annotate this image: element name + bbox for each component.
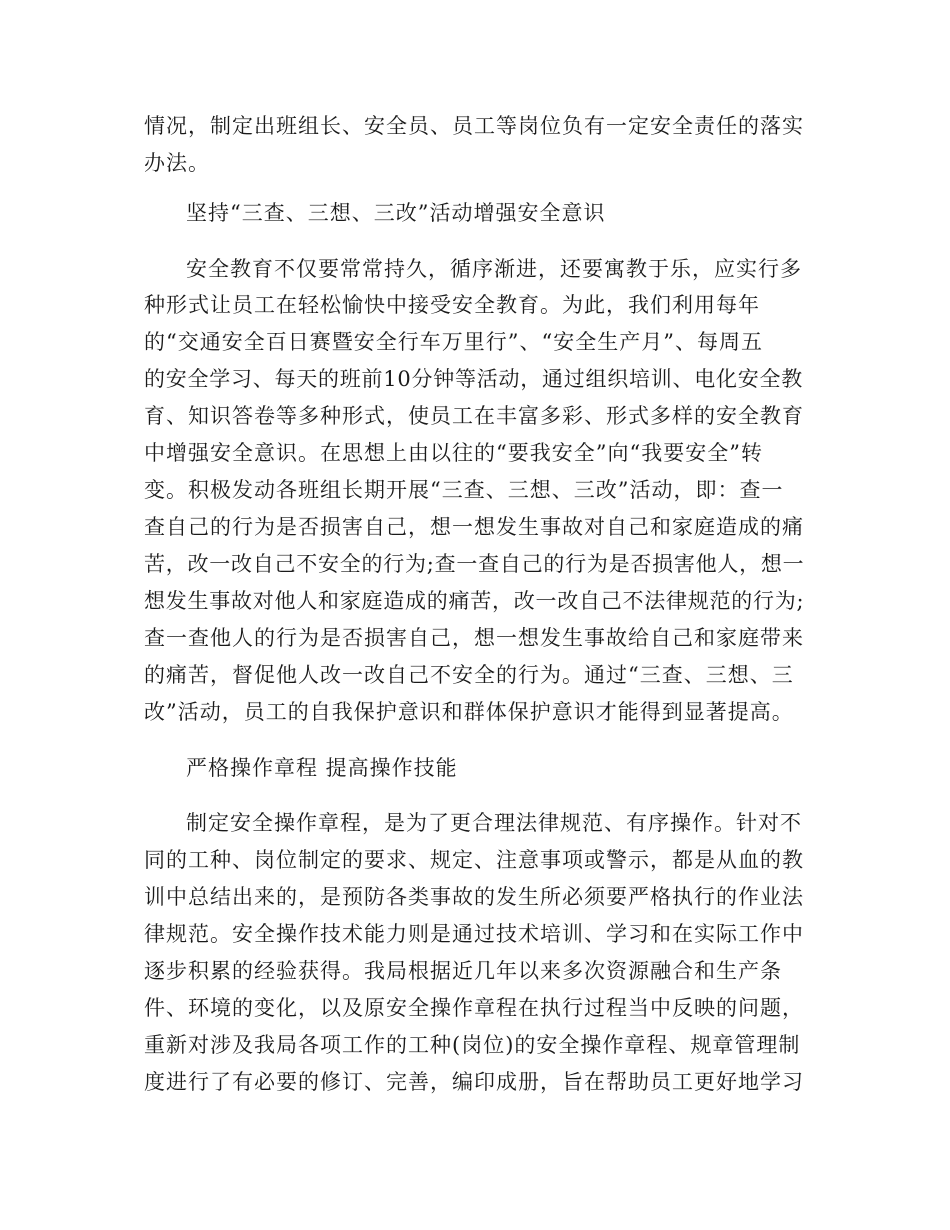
body-text-line: 苦，改一改自己不安全的行为;查一查自己的行为是否损害他人，想一: [144, 552, 805, 576]
body-text-line: 改”活动，员工的自我保护意识和群体保护意识才能得到显著提高。: [144, 700, 794, 724]
section-heading: 坚持“三查、三想、三改”活动增强安全意识: [186, 201, 606, 225]
body-text-line: 重新对涉及我局各项工作的工种(岗位)的安全操作章程、规章管理制: [144, 1033, 801, 1057]
body-text-line: 的“交通安全百日赛暨安全行车万里行”、“安全生产月”、每周五: [144, 330, 763, 354]
body-text-line: 查一查他人的行为是否损害自己，想一想发生事故给自己和家庭带来: [144, 626, 804, 650]
body-text-line: 制定安全操作章程，是为了更合理法律规范、有序操作。针对不: [186, 811, 802, 835]
body-text-line: 件、环境的变化，以及原安全操作章程在执行过程当中反映的问题，: [144, 996, 804, 1020]
body-text-line: 训中总结出来的，是预防各类事故的发生所必须要严格执行的作业法: [144, 885, 804, 909]
body-text-line: 种形式让员工在轻松愉快中接受安全教育。为此，我们利用每年: [144, 293, 760, 317]
body-text-line: 的痛苦，督促他人改一改自己不安全的行为。通过“三查、三想、三: [144, 663, 794, 687]
body-text-line: 度进行了有必要的修订、完善，编印成册，旨在帮助员工更好地学习: [144, 1070, 804, 1094]
body-text-line: 查自己的行为是否损害自己，想一想发生事故对自己和家庭造成的痛: [144, 515, 804, 539]
body-text-line: 想发生事故对他人和家庭造成的痛苦，改一改自己不法律规范的行为;: [144, 589, 805, 613]
body-text-line: 情况，制定出班组长、安全员、员工等岗位负有一定安全责任的落实: [144, 114, 804, 138]
body-text-line: 律规范。安全操作技术能力则是通过技术培训、学习和在实际工作中: [144, 922, 804, 946]
body-text-line: 同的工种、岗位制定的要求、规定、注意事项或警示，都是从血的教: [144, 848, 804, 872]
body-text-line: 逐步积累的经验获得。我局根据近几年以来多次资源融合和生产条: [144, 959, 782, 983]
section-heading: 严格操作章程 提高操作技能: [186, 756, 458, 780]
body-text-line: 变。积极发动各班组长期开展“三查、三想、三改”活动，即：查一: [144, 478, 784, 502]
body-text-line: 育、知识答卷等多种形式，使员工在丰富多彩、形式多样的安全教育: [144, 404, 804, 428]
body-text-line: 的安全学习、每天的班前10分钟等活动，通过组织培训、电化安全教: [144, 367, 803, 391]
body-text-line: 中增强安全意识。在思想上由以往的“要我安全”向“我要安全”转: [144, 441, 763, 465]
body-text-line: 安全教育不仅要常常持久，循序渐进，还要寓教于乐，应实行多: [186, 257, 802, 281]
body-text-line: 办法。: [144, 151, 210, 175]
